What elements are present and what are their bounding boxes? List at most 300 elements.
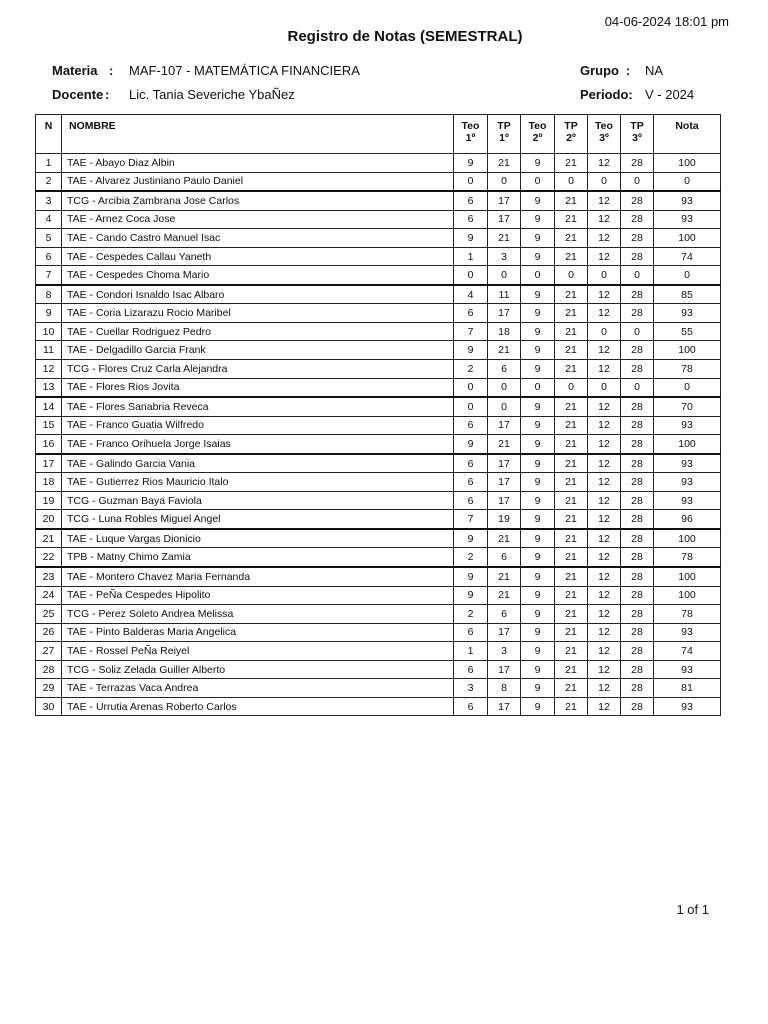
header-tp-3: TP 3º [621, 115, 654, 154]
header-tp-2: TP 2º [555, 115, 588, 154]
cell-teo-2: 9 [521, 660, 555, 679]
cell-teo-3: 12 [588, 229, 621, 248]
cell-nota: 70 [654, 397, 721, 416]
cell-tp-3: 28 [621, 642, 654, 661]
table-row [36, 172, 721, 191]
cell-nota: 78 [654, 360, 721, 379]
cell-teo-1: 6 [454, 191, 488, 210]
cell-teo-2: 9 [521, 416, 555, 435]
cell-nota: 100 [654, 529, 721, 548]
table-row [36, 266, 721, 285]
cell-teo-3: 0 [588, 172, 621, 191]
cell-tp-3: 28 [621, 229, 654, 248]
cell-teo-1: 2 [454, 548, 488, 567]
table-row [36, 378, 721, 397]
cell-teo-1: 9 [454, 154, 488, 173]
cell-tp-2: 21 [555, 285, 588, 304]
cell-n: 18 [36, 473, 62, 492]
cell-teo-2: 0 [521, 172, 555, 191]
cell-tp-2: 21 [555, 191, 588, 210]
table-row [36, 341, 721, 360]
cell-tp-1: 17 [488, 697, 521, 716]
cell-teo-3: 12 [588, 697, 621, 716]
cell-teo-2: 9 [521, 567, 555, 586]
cell-teo-1: 0 [454, 378, 488, 397]
cell-teo-1: 9 [454, 586, 488, 605]
meta-row-materia [0, 63, 768, 81]
table-row [36, 435, 721, 454]
cell-nota: 93 [654, 697, 721, 716]
table-row [36, 210, 721, 229]
cell-nombre: TAE - Gutierrez Rios Mauricio Italo [62, 473, 454, 492]
cell-tp-2: 21 [555, 548, 588, 567]
cell-tp-2: 21 [555, 229, 588, 248]
cell-tp-1: 21 [488, 341, 521, 360]
cell-teo-1: 7 [454, 322, 488, 341]
table-row [36, 510, 721, 529]
cell-nota: 100 [654, 154, 721, 173]
cell-n: 14 [36, 397, 62, 416]
header-nota: Nota [654, 115, 721, 154]
cell-teo-3: 12 [588, 605, 621, 624]
cell-n: 23 [36, 567, 62, 586]
cell-teo-2: 9 [521, 697, 555, 716]
cell-teo-3: 12 [588, 416, 621, 435]
cell-teo-3: 12 [588, 642, 621, 661]
cell-tp-1: 6 [488, 548, 521, 567]
cell-n: 15 [36, 416, 62, 435]
cell-teo-1: 6 [454, 454, 488, 473]
cell-teo-1: 0 [454, 266, 488, 285]
cell-tp-3: 28 [621, 567, 654, 586]
cell-nombre: TAE - Montero Chavez Maria Fernanda [62, 567, 454, 586]
table-row [36, 660, 721, 679]
cell-tp-3: 28 [621, 210, 654, 229]
header-n: N [36, 115, 62, 154]
cell-teo-1: 9 [454, 435, 488, 454]
cell-tp-3: 0 [621, 378, 654, 397]
cell-tp-1: 21 [488, 154, 521, 173]
cell-tp-2: 21 [555, 567, 588, 586]
cell-tp-2: 21 [555, 605, 588, 624]
cell-nombre: TAE - Cespedes Choma Mario [62, 266, 454, 285]
cell-nombre: TCG - Arcibia Zambrana Jose Carlos [62, 191, 454, 210]
cell-tp-2: 21 [555, 210, 588, 229]
cell-tp-3: 28 [621, 605, 654, 624]
cell-teo-2: 9 [521, 154, 555, 173]
cell-nota: 93 [654, 473, 721, 492]
cell-tp-2: 21 [555, 435, 588, 454]
cell-tp-1: 17 [488, 660, 521, 679]
cell-teo-3: 12 [588, 247, 621, 266]
cell-tp-2: 21 [555, 304, 588, 323]
cell-nota: 93 [654, 491, 721, 510]
cell-teo-2: 9 [521, 191, 555, 210]
cell-tp-1: 17 [488, 473, 521, 492]
cell-teo-3: 12 [588, 679, 621, 698]
periodo-value: V - 2024 [645, 87, 695, 102]
cell-nota: 100 [654, 229, 721, 248]
cell-nota: 93 [654, 191, 721, 210]
cell-tp-2: 21 [555, 679, 588, 698]
cell-tp-1: 6 [488, 605, 521, 624]
cell-n: 11 [36, 341, 62, 360]
cell-n: 3 [36, 191, 62, 210]
cell-nota: 74 [654, 642, 721, 661]
cell-teo-2: 9 [521, 360, 555, 379]
cell-nota: 93 [654, 304, 721, 323]
table-row [36, 397, 721, 416]
page-indicator: 1 of 1 [676, 902, 709, 917]
cell-tp-1: 0 [488, 172, 521, 191]
cell-tp-2: 21 [555, 154, 588, 173]
grades-table [35, 114, 721, 716]
materia-colon: : [109, 63, 114, 78]
cell-tp-1: 21 [488, 586, 521, 605]
cell-teo-3: 12 [588, 473, 621, 492]
cell-nota: 81 [654, 679, 721, 698]
cell-tp-3: 28 [621, 473, 654, 492]
cell-teo-3: 12 [588, 454, 621, 473]
header-nombre: NOMBRE [62, 115, 454, 154]
cell-tp-2: 21 [555, 247, 588, 266]
cell-teo-1: 0 [454, 172, 488, 191]
cell-teo-3: 12 [588, 154, 621, 173]
cell-tp-1: 17 [488, 491, 521, 510]
cell-nombre: TAE - Flores Rios Jovita [62, 378, 454, 397]
cell-nota: 100 [654, 567, 721, 586]
cell-tp-3: 28 [621, 154, 654, 173]
cell-nota: 78 [654, 548, 721, 567]
cell-n: 27 [36, 642, 62, 661]
cell-teo-3: 12 [588, 586, 621, 605]
cell-teo-1: 6 [454, 491, 488, 510]
cell-tp-3: 28 [621, 191, 654, 210]
cell-teo-3: 0 [588, 378, 621, 397]
cell-nombre: TAE - Alvarez Justiniano Paulo Daniel [62, 172, 454, 191]
cell-tp-3: 28 [621, 285, 654, 304]
cell-nota: 74 [654, 247, 721, 266]
cell-nombre: TAE - PeÑa Cespedes Hipolito [62, 586, 454, 605]
cell-n: 2 [36, 172, 62, 191]
cell-teo-2: 0 [521, 378, 555, 397]
cell-nombre: TAE - Rossel PeÑa Reiyel [62, 642, 454, 661]
table-row [36, 586, 721, 605]
table-row [36, 697, 721, 716]
cell-teo-3: 12 [588, 285, 621, 304]
cell-tp-3: 28 [621, 416, 654, 435]
cell-tp-1: 17 [488, 304, 521, 323]
cell-tp-2: 21 [555, 623, 588, 642]
periodo-label: Periodo: [580, 87, 633, 102]
cell-nota: 100 [654, 341, 721, 360]
cell-n: 30 [36, 697, 62, 716]
cell-n: 25 [36, 605, 62, 624]
cell-tp-1: 17 [488, 210, 521, 229]
table-header-row [36, 115, 721, 154]
cell-n: 5 [36, 229, 62, 248]
cell-teo-3: 12 [588, 304, 621, 323]
cell-teo-3: 0 [588, 322, 621, 341]
cell-tp-1: 6 [488, 360, 521, 379]
cell-nombre: TCG - Flores Cruz Carla Alejandra [62, 360, 454, 379]
table-row [36, 473, 721, 492]
cell-tp-1: 11 [488, 285, 521, 304]
cell-nombre: TCG - Soliz Zelada Guiller Alberto [62, 660, 454, 679]
docente-value: Lic. Tania Severiche YbaÑez [129, 87, 295, 102]
table-row [36, 229, 721, 248]
cell-nombre: TPB - Matny Chimo Zamia [62, 548, 454, 567]
cell-tp-1: 0 [488, 266, 521, 285]
cell-tp-1: 17 [488, 454, 521, 473]
cell-tp-1: 21 [488, 229, 521, 248]
page-title: Registro de Notas (SEMESTRAL) [287, 28, 523, 45]
cell-nombre: TAE - Arnez Coca Jose [62, 210, 454, 229]
cell-tp-3: 0 [621, 172, 654, 191]
cell-nombre: TAE - Franco Orihuela Jorge Isaias [62, 435, 454, 454]
cell-teo-1: 0 [454, 397, 488, 416]
cell-tp-2: 21 [555, 510, 588, 529]
cell-tp-2: 21 [555, 360, 588, 379]
grupo-colon: : [626, 63, 631, 78]
cell-nota: 85 [654, 285, 721, 304]
cell-n: 22 [36, 548, 62, 567]
meta-row-docente [0, 87, 768, 105]
print-timestamp: 04-06-2024 18:01 pm [604, 14, 729, 29]
cell-nota: 96 [654, 510, 721, 529]
cell-teo-2: 9 [521, 491, 555, 510]
table-row [36, 416, 721, 435]
cell-nota: 0 [654, 378, 721, 397]
cell-teo-1: 9 [454, 229, 488, 248]
cell-tp-3: 28 [621, 341, 654, 360]
cell-teo-3: 12 [588, 210, 621, 229]
cell-nota: 0 [654, 266, 721, 285]
cell-nota: 100 [654, 435, 721, 454]
cell-n: 20 [36, 510, 62, 529]
cell-tp-3: 28 [621, 548, 654, 567]
cell-n: 7 [36, 266, 62, 285]
cell-teo-2: 9 [521, 623, 555, 642]
cell-nombre: TAE - Franco Guatia Wilfredo [62, 416, 454, 435]
cell-nota: 93 [654, 454, 721, 473]
cell-tp-3: 28 [621, 679, 654, 698]
header-teo-1: Teo 1º [454, 115, 488, 154]
cell-tp-2: 21 [555, 397, 588, 416]
cell-tp-1: 21 [488, 435, 521, 454]
header-teo-3: Teo 3º [588, 115, 621, 154]
table-row [36, 623, 721, 642]
cell-teo-2: 9 [521, 642, 555, 661]
docente-label: Docente [52, 87, 104, 102]
cell-teo-1: 4 [454, 285, 488, 304]
cell-teo-2: 9 [521, 322, 555, 341]
docente-colon: : [105, 87, 110, 102]
cell-nombre: TAE - Pinto Balderas Maria Angelica [62, 623, 454, 642]
cell-teo-2: 9 [521, 548, 555, 567]
cell-teo-3: 12 [588, 491, 621, 510]
cell-n: 8 [36, 285, 62, 304]
cell-teo-1: 2 [454, 605, 488, 624]
cell-tp-1: 17 [488, 191, 521, 210]
cell-teo-2: 9 [521, 229, 555, 248]
grupo-value: NA [645, 63, 664, 78]
cell-nota: 93 [654, 210, 721, 229]
table-row [36, 322, 721, 341]
cell-teo-2: 9 [521, 586, 555, 605]
cell-tp-3: 0 [621, 322, 654, 341]
cell-tp-2: 21 [555, 491, 588, 510]
cell-tp-3: 28 [621, 529, 654, 548]
cell-teo-3: 0 [588, 266, 621, 285]
cell-tp-1: 17 [488, 416, 521, 435]
cell-nota: 93 [654, 660, 721, 679]
cell-tp-1: 17 [488, 623, 521, 642]
cell-teo-2: 9 [521, 454, 555, 473]
cell-tp-3: 28 [621, 435, 654, 454]
cell-n: 28 [36, 660, 62, 679]
cell-tp-3: 28 [621, 360, 654, 379]
cell-teo-3: 12 [588, 397, 621, 416]
cell-teo-2: 9 [521, 397, 555, 416]
materia-label: Materia [52, 63, 98, 78]
cell-tp-2: 21 [555, 586, 588, 605]
cell-nombre: TAE - Abayo Diaz Albin [62, 154, 454, 173]
table-row [36, 154, 721, 173]
cell-teo-1: 1 [454, 642, 488, 661]
cell-nombre: TAE - Delgadillo Garcia Frank [62, 341, 454, 360]
cell-teo-3: 12 [588, 510, 621, 529]
cell-tp-2: 21 [555, 322, 588, 341]
cell-tp-3: 28 [621, 623, 654, 642]
cell-teo-3: 12 [588, 529, 621, 548]
cell-n: 24 [36, 586, 62, 605]
cell-tp-2: 0 [555, 378, 588, 397]
cell-teo-1: 6 [454, 304, 488, 323]
cell-nombre: TAE - Flores Sanabria Reveca [62, 397, 454, 416]
cell-nombre: TCG - Guzman Baya Faviola [62, 491, 454, 510]
cell-teo-2: 9 [521, 247, 555, 266]
cell-teo-2: 9 [521, 605, 555, 624]
cell-teo-1: 7 [454, 510, 488, 529]
cell-teo-1: 1 [454, 247, 488, 266]
cell-teo-3: 12 [588, 548, 621, 567]
table-row [36, 491, 721, 510]
cell-teo-2: 9 [521, 285, 555, 304]
cell-nota: 93 [654, 416, 721, 435]
cell-tp-3: 28 [621, 304, 654, 323]
cell-tp-3: 28 [621, 454, 654, 473]
cell-tp-1: 3 [488, 247, 521, 266]
cell-tp-3: 28 [621, 397, 654, 416]
cell-teo-3: 12 [588, 623, 621, 642]
cell-tp-1: 3 [488, 642, 521, 661]
cell-tp-1: 18 [488, 322, 521, 341]
cell-nombre: TAE - Urrutia Arenas Roberto Carlos [62, 697, 454, 716]
cell-teo-3: 12 [588, 360, 621, 379]
cell-teo-2: 9 [521, 473, 555, 492]
cell-tp-1: 21 [488, 529, 521, 548]
cell-tp-2: 0 [555, 266, 588, 285]
cell-tp-3: 28 [621, 247, 654, 266]
table-row [36, 605, 721, 624]
cell-teo-3: 12 [588, 660, 621, 679]
cell-teo-1: 9 [454, 567, 488, 586]
cell-teo-1: 6 [454, 697, 488, 716]
cell-teo-1: 6 [454, 210, 488, 229]
header-tp-1: TP 1º [488, 115, 521, 154]
cell-teo-1: 9 [454, 341, 488, 360]
cell-n: 19 [36, 491, 62, 510]
cell-tp-1: 21 [488, 567, 521, 586]
cell-n: 16 [36, 435, 62, 454]
cell-nombre: TAE - Cuellar Rodriguez Pedro [62, 322, 454, 341]
cell-teo-3: 12 [588, 341, 621, 360]
cell-tp-1: 19 [488, 510, 521, 529]
cell-n: 21 [36, 529, 62, 548]
table-row [36, 191, 721, 210]
cell-teo-2: 0 [521, 266, 555, 285]
cell-tp-2: 21 [555, 660, 588, 679]
cell-n: 1 [36, 154, 62, 173]
cell-nombre: TAE - Condori Isnaldo Isac Albaro [62, 285, 454, 304]
cell-tp-2: 21 [555, 642, 588, 661]
cell-nota: 0 [654, 172, 721, 191]
cell-teo-2: 9 [521, 529, 555, 548]
cell-nombre: TAE - Galindo Garcia Vania [62, 454, 454, 473]
cell-teo-2: 9 [521, 304, 555, 323]
cell-tp-3: 28 [621, 510, 654, 529]
materia-value: MAF-107 - MATEMÁTICA FINANCIERA [129, 63, 360, 78]
table-row [36, 567, 721, 586]
cell-tp-3: 28 [621, 697, 654, 716]
cell-teo-1: 6 [454, 473, 488, 492]
cell-tp-3: 28 [621, 491, 654, 510]
cell-tp-2: 21 [555, 341, 588, 360]
cell-n: 6 [36, 247, 62, 266]
cell-tp-2: 21 [555, 529, 588, 548]
cell-n: 12 [36, 360, 62, 379]
cell-nota: 78 [654, 605, 721, 624]
cell-tp-1: 0 [488, 378, 521, 397]
cell-nombre: TAE - Terrazas Vaca Andrea [62, 679, 454, 698]
grades-table-body [36, 154, 721, 716]
cell-teo-3: 12 [588, 191, 621, 210]
table-row [36, 454, 721, 473]
grupo-label: Grupo [580, 63, 619, 78]
cell-teo-1: 6 [454, 416, 488, 435]
table-row [36, 285, 721, 304]
cell-n: 4 [36, 210, 62, 229]
cell-teo-2: 9 [521, 210, 555, 229]
table-row [36, 642, 721, 661]
cell-tp-3: 28 [621, 660, 654, 679]
cell-n: 26 [36, 623, 62, 642]
cell-teo-3: 12 [588, 567, 621, 586]
cell-n: 9 [36, 304, 62, 323]
cell-tp-2: 21 [555, 416, 588, 435]
cell-teo-1: 2 [454, 360, 488, 379]
header-teo-2: Teo 2º [521, 115, 555, 154]
cell-nombre: TAE - Cespedes Callau Yaneth [62, 247, 454, 266]
table-row [36, 247, 721, 266]
cell-teo-2: 9 [521, 435, 555, 454]
cell-nombre: TCG - Luna Robles Miguel Angel [62, 510, 454, 529]
cell-tp-2: 21 [555, 697, 588, 716]
cell-n: 10 [36, 322, 62, 341]
table-row [36, 304, 721, 323]
cell-tp-3: 0 [621, 266, 654, 285]
